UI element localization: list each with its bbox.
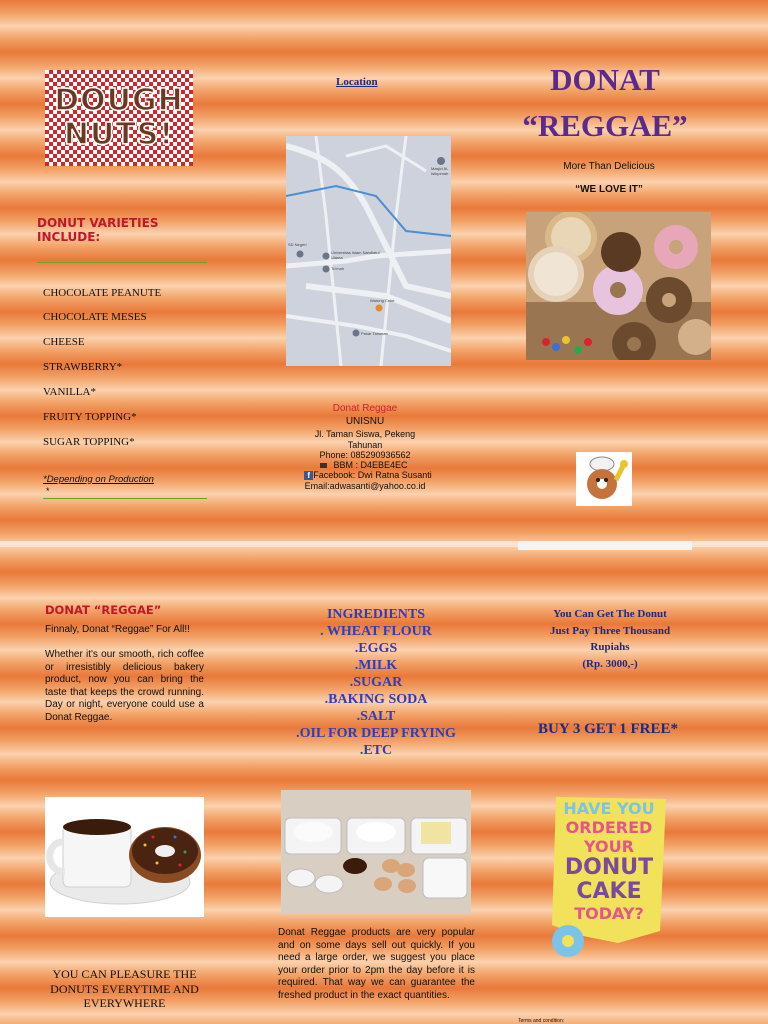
coffee-donut-graphic [45,797,204,917]
donuts-photo-graphic [526,212,711,360]
map-label: Masjid Al-Istiqomah [431,166,449,176]
poster-line: DONUT [564,855,654,880]
contact-org: UNISNU [345,416,385,427]
logo-line2: NUTS! [63,117,175,152]
poster-line: HAVE YOU [563,799,655,818]
poster-text [554,799,664,923]
price-block [520,606,700,672]
cover-slogan: “WE LOVE IT” [575,184,643,195]
varieties-heading [37,216,158,244]
contact-bbm: BBM : D4EBE4EC [333,460,408,470]
ingredients-title: INGREDIENTS [326,607,426,622]
facebook-icon: f [304,471,313,480]
contact-facebook-row[interactable] [288,470,448,480]
poster-line: ORDERED [565,818,653,837]
poster-line: YOUR [584,837,634,856]
map-label: Pasar Tahunan [361,331,388,336]
ingredient-item: .OIL FOR DEEP FRYING [296,726,456,741]
price-line2: Just Pay Three Thousand [549,624,671,637]
cover-tagline: More Than Delicious [563,161,655,172]
donut-mascot-graphic [576,452,632,506]
price-line1: You Can Get The Donut [553,608,667,620]
variety-item: STRAWBERRY* [43,361,123,373]
variety-item: CHEESE [43,336,85,348]
ingredient-item: .MILK [354,658,398,673]
variety-item: SUGAR TOPPING* [43,436,135,448]
cover-title-line2: “REGGAE” [522,108,688,143]
price-line3: Rupiahs [590,641,630,653]
contact-address1: Jl. Taman Siswa, Pekeng [314,429,416,439]
poster-line: CAKE [576,879,642,904]
poster-line: TODAY? [574,904,644,923]
ingredients-block [276,606,476,759]
promo-text: BUY 3 GET 1 FREE* [537,721,679,737]
ingredient-item: .BAKING SODA [324,692,428,707]
map-label: SD Negeri [288,242,307,247]
varieties-note: *Depending on Production [43,474,154,485]
bbm-icon [320,463,327,468]
variety-item: FRUITY TOPPING* [43,411,137,423]
contact-phone: Phone: 085290936562 [319,450,411,460]
variety-item: VANILLA* [43,386,96,398]
logo-line1: DOUGH [54,83,184,118]
ingredient-item: .SUGAR [349,675,403,690]
ingredients-photo-graphic [281,790,471,914]
map-label: Warung Cebe [370,298,395,303]
coffee-donut-photo [45,797,204,917]
order-note: Donat Reggae products are very popular and on some days sell out quickly. If you need a large order, we suggest you place your order prior to 2pm the day before it is required. That way we can guarantee the freshed product in the exact quantities. [278,927,475,1001]
map-label: Tu'mah [331,266,345,271]
location-map[interactable] [286,136,451,366]
contact-bbm-row [304,460,424,470]
terms-label: Terms and condition: [518,1018,565,1024]
variety-item: CHOCOLATE MESES [43,311,147,323]
contact-address2: Tahunan [347,440,383,450]
donuts-photo [526,212,711,360]
varieties-heading-line2: INCLUDE: [37,230,101,244]
ingredients-photo [281,790,471,914]
map-label: Universitas Islam Nahdlatul Ulama [331,250,380,260]
varieties-note-star: * [46,486,50,496]
ingredient-item: .EGGS [354,641,398,656]
intro-body: Whether it's our smooth, rich coffee or irresistibly delicious bakery product, now you can bring the taste that keeps the crowd running. Day or night, everyone could use a Donat Reggae. [45,649,204,723]
order-poster [548,793,670,965]
price-line4: (Rp. 3000,-) [582,657,638,670]
ingredient-item: .ETC [359,743,393,758]
contact-email[interactable]: Email:adwasanti@yahoo.co.id [304,481,426,491]
doughnuts-logo [45,70,193,166]
ingredient-item: .SALT [356,709,396,724]
ingredient-item: . WHEAT FLOUR [320,624,432,639]
intro-lead: Finnaly, Donat “Reggae” For All!! [45,624,190,635]
variety-item: CHOCOLATE PEANUTE [43,287,162,299]
intro-caption: YOU CAN PLEASURE THE DONUTS EVERYTIME AND EVERYWHERE [50,967,199,1010]
donut-mascot-image [576,452,632,506]
contact-facebook: Facebook: Dwi Ratna Susanti [313,470,432,480]
note-divider [43,498,207,499]
varieties-heading-line1: DONUT VARIETIES [37,216,159,230]
cover-title [518,60,692,146]
intro-heading: DONAT “REGGAE” [45,603,162,617]
location-title: Location [336,76,378,88]
varieties-divider [37,262,207,263]
cover-title-line1: DONAT [550,62,660,97]
page-tab [518,541,692,550]
contact-brand: Donat Reggae [332,403,398,414]
